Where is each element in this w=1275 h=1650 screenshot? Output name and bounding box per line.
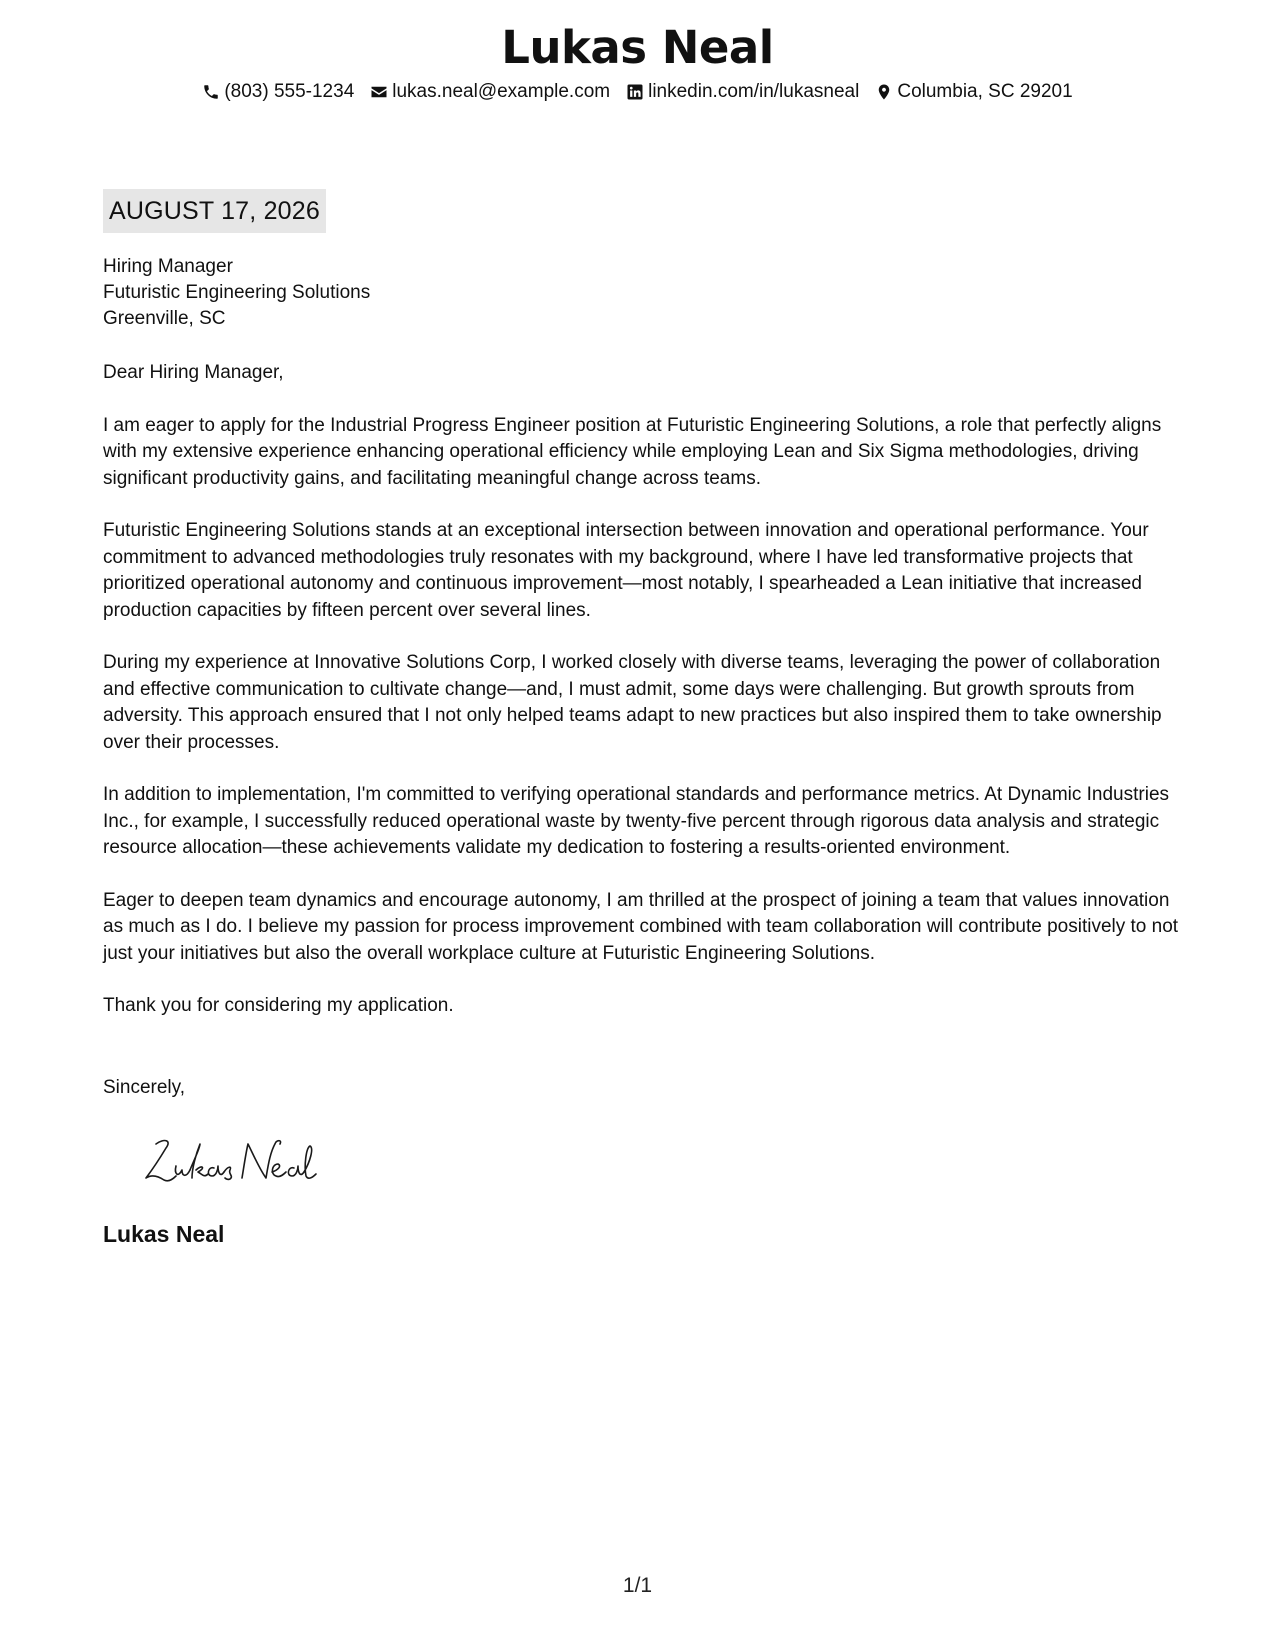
phone-text: (803) 555-1234 <box>224 81 355 102</box>
salutation: Dear Hiring Manager, <box>103 362 284 383</box>
contact-phone <box>202 79 354 105</box>
page-number: 1/1 <box>622 1574 653 1597</box>
body-paragraph-3: During my experience at Innovative Solutions Corp, I worked closely with diverse teams, leveraging the power of collaboration and effective communication to cultivate change—and, I must admit, some days were challenging. But growth sprouts from adversity. This approach ensured that I not only helped teams adapt to new practices but also inspired them to take ownership over their processes. <box>103 652 1162 753</box>
recipient-title: Hiring Manager <box>103 256 233 277</box>
envelope-icon <box>370 83 388 101</box>
contact-email[interactable] <box>370 79 610 105</box>
thank-you-line: Thank you for considering my application. <box>103 995 454 1016</box>
letter-body <box>103 360 1183 1046</box>
email-text[interactable]: lukas.neal@example.com <box>392 81 611 102</box>
phone-icon <box>202 83 220 101</box>
location-text: Columbia, SC 29201 <box>897 81 1073 102</box>
recipient-location: Greenville, SC <box>103 308 226 329</box>
letter-date: AUGUST 17, 2026 <box>103 189 326 233</box>
recipient-block <box>103 254 370 332</box>
contact-linkedin[interactable] <box>626 79 859 105</box>
signer-name: Lukas Neal <box>103 1221 225 1247</box>
map-marker-icon <box>875 83 893 101</box>
body-paragraph-1: I am eager to apply for the Industrial Progress Engineer position at Futuristic Engineering Solutions, a role that perfectly aligns with my extensive experience enhancing operational efficiency while employing Lean and Six Sigma methodologies, driving significant productivity gains, and facilitating meaningful change across teams. <box>103 414 1162 489</box>
linkedin-text[interactable]: linkedin.com/in/lukasneal <box>648 81 860 102</box>
closing: Sincerely, <box>103 1077 186 1098</box>
candidate-name: Lukas Neal <box>501 21 774 74</box>
body-paragraph-4: In addition to implementation, I'm committed to verifying operational standards and performance metrics. At Dynamic Industries Inc., for example, I successfully reduced operational waste by twenty-five percent through rigorous data analysis and strategic resource allocation—these achievements validate my dedication to fostering a results-oriented environment. <box>103 784 1170 858</box>
contact-location <box>875 79 1072 105</box>
contact-info <box>0 79 1275 105</box>
linkedin-icon <box>626 83 644 101</box>
handwritten-signature <box>138 1130 338 1190</box>
body-paragraph-5: Eager to deepen team dynamics and encourage autonomy, I am thrilled at the prospect of joining a team that values innovation as much as I do. I believe my passion for process improvement combined with team collaboration will contribute positively to not just your initiatives but also the overall workplace culture at Futuristic Engineering Solutions. <box>103 889 1179 964</box>
recipient-company: Futuristic Engineering Solutions <box>103 282 371 303</box>
body-paragraph-2: Futuristic Engineering Solutions stands at an exceptional intersection between innovation and operational performance. Your commitment to advanced methodologies truly resonates with my background, where I have led transformative projects that prioritized operational autonomy and continuous improvement—most notably, I spearheaded a Lean initiative that increased production capacities by fifteen percent over several lines. <box>103 520 1149 621</box>
